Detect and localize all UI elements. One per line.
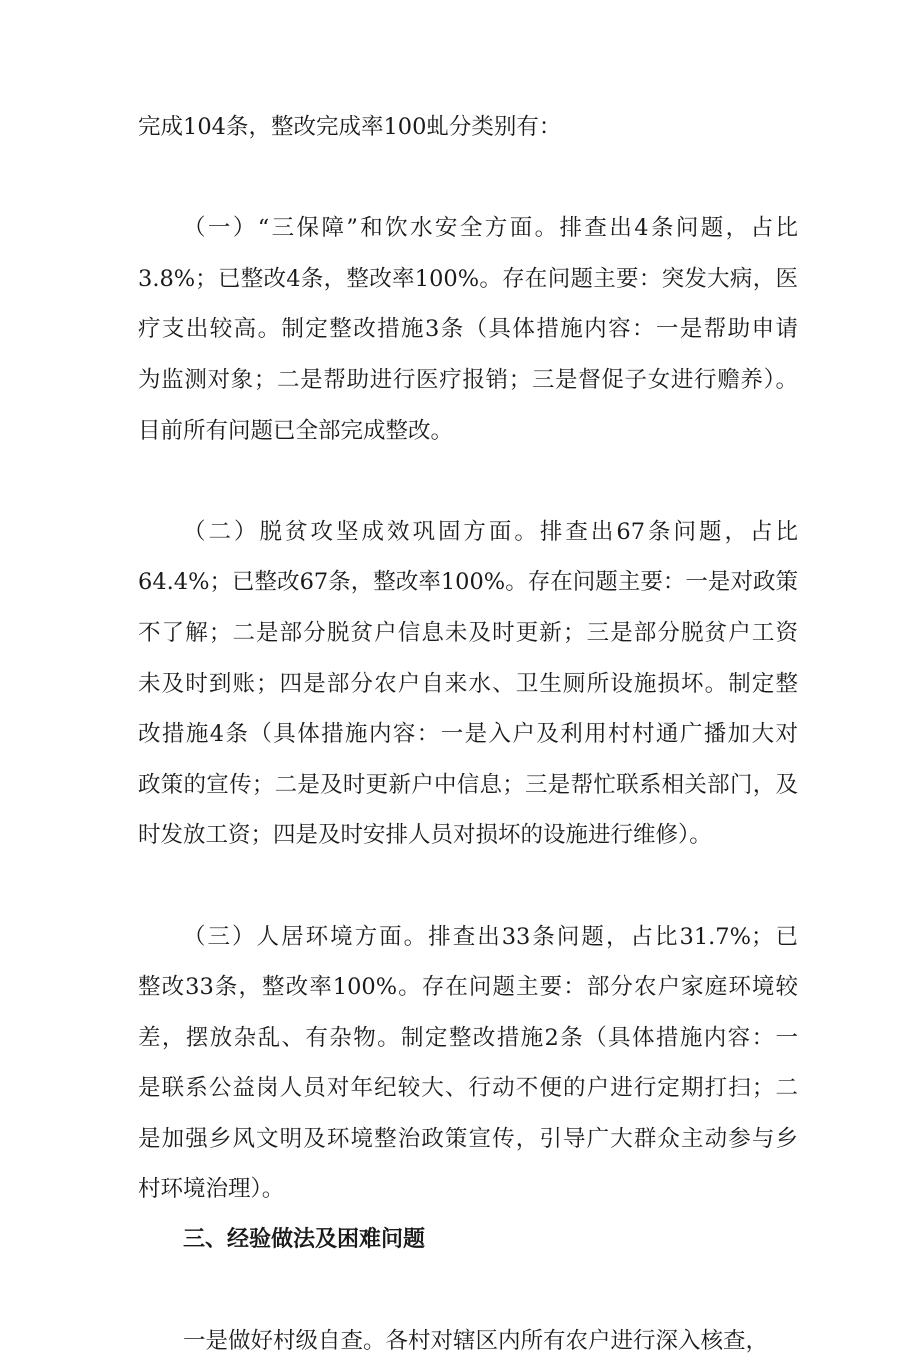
section-3-paragraph bbox=[138, 912, 798, 1216]
paragraph-line: 为监测对象；二是帮助进行医疗报销；三是督促子女进行赡养）。 bbox=[138, 366, 798, 393]
paragraph-line: 目前所有问题已全部完成整改。 bbox=[138, 417, 454, 444]
paragraph-line: 不了解；二是部分脱贫户信息未及时更新；三是部分脱贫户工资 bbox=[138, 619, 798, 646]
section-2-paragraph bbox=[138, 507, 798, 861]
paragraph-line: （三）人居环境方面。排查出33条问题，占比31.7%；已 bbox=[183, 923, 798, 950]
paragraph-line: （二）脱贫攻坚成效巩固方面。排查出67条问题，占比 bbox=[183, 518, 798, 545]
paragraph-spacer bbox=[138, 861, 798, 912]
paragraph-line: 村环境治理）。 bbox=[138, 1176, 285, 1203]
paragraph-line: 64.4%；已整改67条，整改率100%。存在问题主要：一是对政策 bbox=[138, 569, 798, 596]
paragraph-line: 差，摆放杂乱、有杂物。制定整改措施2条（具体措施内容：一 bbox=[138, 1024, 798, 1051]
paragraph-line: 整改33条，整改率100%。存在问题主要：部分农户家庭环境较 bbox=[138, 974, 798, 1001]
paragraph-line: 时发放工资；四是及时安排人员对损坏的设施进行维修）。 bbox=[138, 822, 712, 849]
paragraph-line: 未及时到账；四是部分农户自来水、卫生厕所设施损坏。制定整 bbox=[138, 670, 798, 697]
experience-paragraph-line: 一是做好村级自查。各村对辖区内所有农户进行深入核查， bbox=[183, 1328, 769, 1355]
document-page bbox=[138, 102, 798, 1367]
paragraph-spacer bbox=[138, 1266, 798, 1317]
paragraph-line: 政策的宣传；二是及时更新户中信息；三是帮忙联系相关部门，及 bbox=[138, 771, 798, 798]
section-1-paragraph bbox=[138, 203, 798, 456]
paragraph-spacer bbox=[138, 153, 798, 204]
paragraph-line: 3.8%；已整改4条，整改率100%。存在问题主要：突发大病，医 bbox=[138, 265, 798, 292]
paragraph-line: 是联系公益岗人员对年纪较大、行动不便的户进行定期打扫；二 bbox=[138, 1075, 798, 1102]
paragraph-spacer bbox=[138, 456, 798, 507]
paragraph-line: （一）“三保障”和饮水安全方面。排查出4条问题，占比 bbox=[183, 215, 798, 242]
section-heading: 三、经验做法及困难问题 bbox=[183, 1227, 426, 1253]
paragraph-line: 是加强乡风文明及环境整治政策宣传，引导广大群众主动参与乡 bbox=[138, 1125, 798, 1152]
paragraph-line: 疗支出较高。制定整改措施3条（具体措施内容：一是帮助申请 bbox=[138, 316, 798, 343]
intro-line: 完成104条，整改完成率100虬分类别有： bbox=[138, 114, 562, 140]
paragraph-line: 改措施4条（具体措施内容：一是入户及利用村村通广播加大对 bbox=[138, 721, 798, 748]
